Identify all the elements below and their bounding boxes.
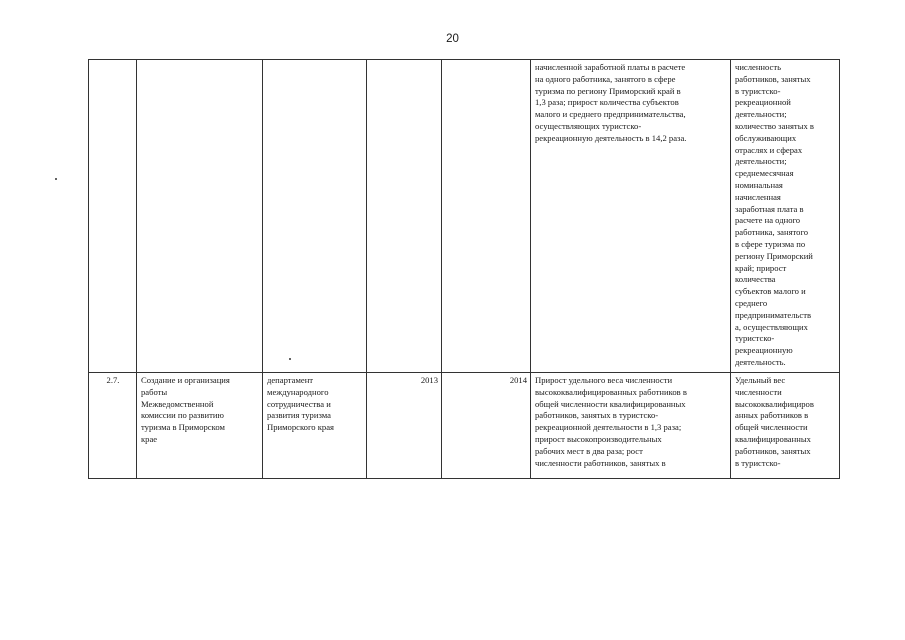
text-line: расчете на одного <box>735 215 801 226</box>
text-line: Создание и организация <box>141 375 230 385</box>
text-line: край; прирост <box>735 262 787 273</box>
title-cell <box>137 60 263 373</box>
text-line: в туристско- <box>735 457 781 468</box>
text-line: рабочих мест в два раза; рост <box>535 445 643 456</box>
text-line: работников, занятых <box>735 445 811 456</box>
text-line: прирост высокопроизводительных <box>535 433 662 444</box>
text-line: анных работников в <box>735 410 809 421</box>
text-line: туристско- <box>735 333 775 344</box>
text-line: на одного работника, занятого в сфере <box>535 73 676 84</box>
start-year-cell: 2013 <box>367 373 442 479</box>
text-line: численности работников, занятых в <box>535 457 666 468</box>
indicators-cell <box>731 60 840 373</box>
text-line: высококвалифицированных работников в <box>535 386 687 397</box>
text-line: работы <box>141 386 168 397</box>
index-cell: 2.7. <box>89 373 137 479</box>
text-line: международного <box>267 386 329 397</box>
end-year-cell: 2014 <box>442 373 531 479</box>
page-number: 20 <box>446 33 459 45</box>
text-line: деятельность. <box>735 356 786 367</box>
result-cell <box>531 373 731 479</box>
text-line: в сфере туризма по <box>735 238 806 249</box>
text-line: туризма по региону Приморский край в <box>535 85 681 96</box>
text-line: численность <box>735 62 782 72</box>
text-line: начисленная <box>735 191 781 202</box>
text-line: количество занятых в <box>735 120 814 131</box>
scan-speck <box>55 178 57 180</box>
text-line: рекреационную <box>735 345 793 356</box>
end-year-cell <box>442 60 531 373</box>
executor-cell <box>263 60 367 373</box>
text-line: предпринимательств <box>735 309 812 320</box>
text-line: малого и среднего предпринимательства, <box>535 109 686 120</box>
start-year-cell <box>367 60 442 373</box>
text-line: отраслях и сферах <box>735 144 803 155</box>
text-line: рекреационной <box>735 97 791 108</box>
text-line: сотрудничества и <box>267 398 331 409</box>
text-line: квалифицированных <box>735 433 811 444</box>
program-table <box>88 59 840 479</box>
text-line: рекреационную деятельность в 14,2 раза. <box>535 132 687 143</box>
indicators-cell <box>731 373 840 479</box>
text-line: среднемесячная <box>735 168 794 179</box>
text-line: работника, занятого <box>735 227 809 238</box>
text-line: общей численности квалифицированных <box>535 398 686 409</box>
text-line: высококвалифициров <box>735 398 814 409</box>
text-line: количества <box>735 274 776 285</box>
title-cell <box>137 373 263 479</box>
text-line: заработная плата в <box>735 203 804 214</box>
table-row <box>89 373 840 479</box>
text-line: комиссии по развитию <box>141 410 224 421</box>
text-line: региону Приморский <box>735 250 813 261</box>
text-line: 1,3 раза; прирост количества субъектов <box>535 97 679 108</box>
text-line: департамент <box>267 375 314 385</box>
text-line: а, осуществляющих <box>735 321 808 332</box>
text-line: Прирост удельного веса численности <box>535 375 673 385</box>
text-line: Удельный вес <box>735 375 786 385</box>
text-line: осуществляющих туристско- <box>535 120 642 131</box>
text-line: развития туризма <box>267 410 331 421</box>
text-line: среднего <box>735 297 768 308</box>
text-line: работников, занятых в туристско- <box>535 410 659 421</box>
text-line: деятельности; <box>735 156 787 167</box>
text-line: Межведомственной <box>141 398 214 409</box>
text-line: туризма в Приморском <box>141 422 225 433</box>
index-cell <box>89 60 137 373</box>
text-line: обслуживающих <box>735 132 797 143</box>
text-line: деятельности; <box>735 109 787 120</box>
text-line: Приморского края <box>267 422 334 433</box>
text-line: номинальная <box>735 179 783 190</box>
text-line: работников, занятых <box>735 73 811 84</box>
text-line: в туристско- <box>735 85 781 96</box>
text-line: рекреационной деятельности в 1,3 раза; <box>535 422 682 433</box>
text-line: численности <box>735 386 782 397</box>
text-line: крае <box>141 433 158 444</box>
result-cell <box>531 60 731 373</box>
executor-cell <box>263 373 367 479</box>
text-line: общей численности <box>735 422 808 433</box>
text-line: начисленной заработной платы в расчете <box>535 62 686 72</box>
text-line: субъектов малого и <box>735 286 806 297</box>
table-row <box>89 60 840 373</box>
